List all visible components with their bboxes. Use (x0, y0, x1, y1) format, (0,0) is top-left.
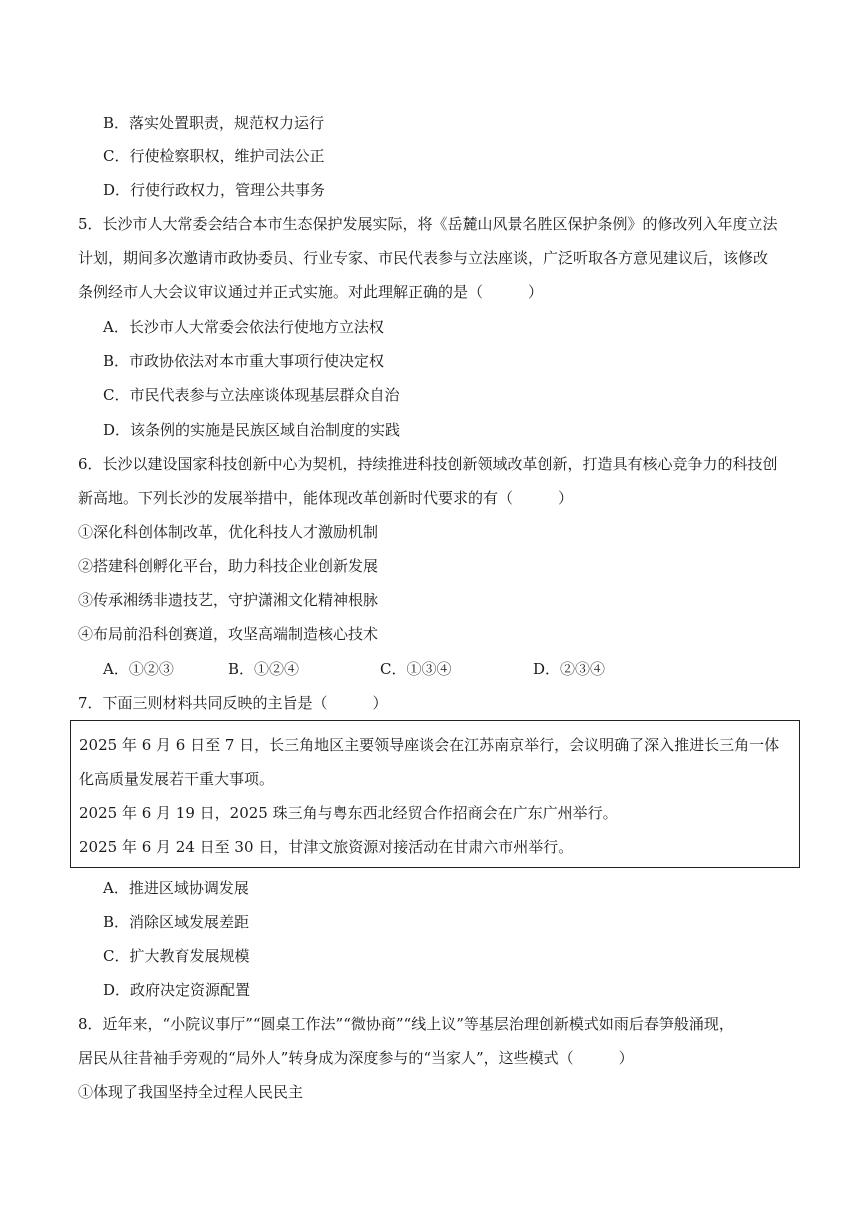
q5-option-c: C．市民代表参与立法座谈体现基层群众自治 (103, 386, 400, 404)
q7-option-b: B．消除区域发展差距 (103, 913, 250, 931)
q4-option-c: C．行使检察职权，维护司法公正 (103, 147, 325, 165)
q8-stem-line-2: 居民从往昔袖手旁观的“局外人”转身成为深度参与的“当家人”，这些模式（ ） (78, 1049, 634, 1067)
q7-option-d: D．政府决定资源配置 (103, 981, 251, 999)
q6-option-a: A．①②③ (103, 660, 174, 678)
q7-material-line-1: 2025 年 6 月 6 日至 7 日，长三角地区主要领导座谈会在江苏南京举行，会议明确了深入推进长三角一体 (79, 736, 780, 754)
q5-stem-line-2: 计划，期间多次邀请市政协委员、行业专家、市民代表参与立法座谈，广泛听取各方意见建议后，该修改 (78, 249, 769, 267)
q5-option-b: B．市政协依法对本市重大事项行使决定权 (103, 352, 385, 370)
q5-stem-line-1: 5．长沙市人大常委会结合本市生态保护发展实际，将《岳麓山风景名胜区保护条例》的修改列入年度立法 (78, 215, 778, 233)
q4-option-d: D．行使行政权力，管理公共事务 (103, 181, 326, 199)
q6-options-row (103, 659, 663, 679)
q6-option-b: B．①②④ (228, 660, 300, 678)
q6-item-4: ④布局前沿科创赛道，攻坚高端制造核心技术 (78, 625, 379, 643)
q6-item-3: ③传承湘绣非遗技艺，守护潇湘文化精神根脉 (78, 591, 379, 609)
q6-option-d: D．②③④ (533, 660, 606, 678)
q5-option-a: A．长沙市人大常委会依法行使地方立法权 (103, 318, 384, 336)
q5-option-d: D．该条例的实施是民族区域自治制度的实践 (103, 421, 401, 439)
q7-option-a: A．推进区域协调发展 (103, 879, 249, 897)
q6-stem-line-2: 新高地。下列长沙的发展举措中，能体现改革创新时代要求的有（ ） (78, 489, 574, 507)
q6-stem-line-1: 6．长沙以建设国家科技创新中心为契机，持续推进科技创新领域改革创新，打造具有核心竞争力的科技创 (78, 455, 778, 473)
q7-stem: 7．下面三则材料共同反映的主旨是（ ） (78, 694, 388, 712)
q8-stem-line-1: 8．近年来，“小院议事厅”“圆桌工作法”“微协商”“线上议”等基层治理创新模式如雨后春笋般涌现， (78, 1015, 734, 1033)
q8-item-1: ①体现了我国坚持全过程人民民主 (78, 1083, 304, 1101)
q7-material-line-3: 2025 年 6 月 19 日，2025 珠三角与粤东西北经贸合作招商会在广东广州举行。 (79, 804, 618, 822)
q6-item-1: ①深化科创体制改革，优化科技人才激励机制 (78, 523, 379, 541)
q5-stem-line-3: 条例经市人大会议审议通过并正式实施。对此理解正确的是（ ） (78, 283, 544, 301)
q7-material-line-4: 2025 年 6 月 24 日至 30 日，甘津文旅资源对接活动在甘肃六市州举行。 (79, 838, 574, 856)
q4-option-b: B．落实处置职责，规范权力运行 (103, 114, 325, 132)
q6-option-c: C．①③④ (380, 660, 452, 678)
q7-material-box (70, 720, 800, 868)
q7-option-c: C．扩大教育发展规模 (103, 947, 250, 965)
q7-material-line-2: 化高质量发展若干重大事项。 (79, 770, 275, 788)
q6-item-2: ②搭建科创孵化平台，助力科技企业创新发展 (78, 557, 379, 575)
